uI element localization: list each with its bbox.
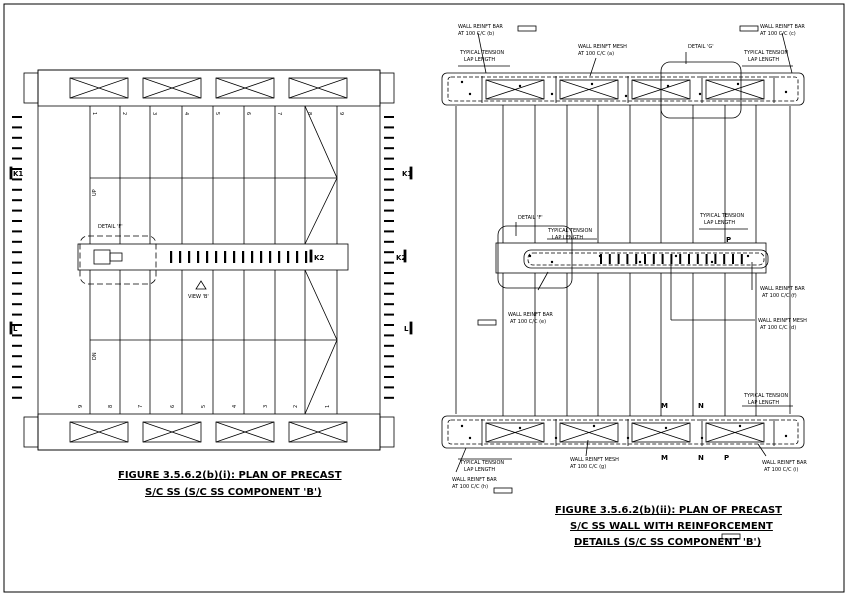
right-side-tick-4 <box>384 147 394 149</box>
rebar-dot-15 <box>593 425 595 427</box>
sheet-border <box>4 4 844 592</box>
right-side-tick-2 <box>384 126 394 128</box>
p-bot: P <box>724 454 730 462</box>
left-side-tick-11 <box>12 220 22 222</box>
left-slot-6 <box>215 251 217 263</box>
left-bottom-landing <box>38 414 380 450</box>
left-side-tick-18 <box>12 293 22 295</box>
rebar-dot-24 <box>639 261 641 263</box>
left-caption-1: FIGURE 3.5.6.2(b)(i): PLAN OF PRECAST <box>118 470 342 481</box>
mesh-g-1: WALL REINFT MESH <box>570 457 619 463</box>
detail-f-circle <box>80 236 156 284</box>
left-side-tick-14 <box>12 251 22 253</box>
bar-e-1: WALL REINFT BAR <box>508 312 553 318</box>
left-k2-label: K2 <box>314 254 325 262</box>
left-tread-number: 8 <box>306 112 312 116</box>
view-marker <box>196 281 206 289</box>
right-slot-4 <box>626 254 628 264</box>
rebar-dot-12 <box>469 437 471 439</box>
left-slot-14 <box>287 251 289 263</box>
left-side-tick-2 <box>12 126 22 128</box>
bar-i-2: AT 100 C/C (i) <box>764 467 799 473</box>
right-slot-7 <box>653 254 655 264</box>
left-slot-12 <box>269 251 271 263</box>
left-side-tick-15 <box>12 262 22 264</box>
left-tread-number: 8 <box>108 404 114 408</box>
left-tread-number: 1 <box>91 112 97 116</box>
rebar-dot-11 <box>461 425 463 427</box>
right-slot-17 <box>741 254 743 264</box>
rebar-dot-3 <box>519 85 521 87</box>
right-side-tick-18 <box>384 293 394 295</box>
right-side-tick-11 <box>384 220 394 222</box>
left-slot-3 <box>188 251 190 263</box>
right-slot-5 <box>635 254 637 264</box>
right-slot-16 <box>732 254 734 264</box>
left-slot-2 <box>179 251 181 263</box>
left-side-tick-13 <box>12 241 22 243</box>
detail-g: DETAIL 'G' <box>688 44 714 50</box>
left-side-tick-25 <box>12 366 22 368</box>
right-slot-10 <box>679 254 681 264</box>
right-caption-1: FIGURE 3.5.6.2(b)(ii): PLAN OF PRECAST <box>555 505 782 516</box>
right-side-tick-1 <box>384 116 394 118</box>
left-slot-15 <box>296 251 298 263</box>
bar-b-top-2: AT 100 C/C (b) <box>458 31 495 37</box>
bar-h-2: AT 100 C/C (h) <box>452 484 489 490</box>
right-slot-3 <box>618 254 620 264</box>
right-top-beam <box>442 73 804 105</box>
bar-b-top-1: WALL REINFT BAR <box>458 24 503 30</box>
left-tread-number: 4 <box>183 112 189 116</box>
tension-ml-1: TYPICAL TENSION <box>548 228 593 234</box>
left-tread-number: 2 <box>293 404 299 408</box>
left-slot-7 <box>224 251 226 263</box>
tension-bl-1: TYPICAL TENSION <box>460 460 505 466</box>
left-tread-number: 3 <box>263 404 269 408</box>
left-slot-10 <box>251 251 253 263</box>
left-k1-right: K1 <box>402 170 413 178</box>
right-slot-8 <box>662 254 664 264</box>
n-top: N <box>698 402 704 410</box>
rebar-dot-1 <box>461 81 463 83</box>
tension-tr-1: TYPICAL TENSION <box>744 50 789 56</box>
left-outline <box>38 70 380 450</box>
detail-f: DETAIL 'F' <box>518 215 543 221</box>
left-tread-number: 3 <box>151 112 157 116</box>
left-side-tick-12 <box>12 230 22 232</box>
bar-f-2: AT 100 C/C (f) <box>762 293 797 299</box>
right-slot-11 <box>688 254 690 264</box>
rebar-dot-21 <box>529 255 531 257</box>
left-slot-4 <box>197 251 199 263</box>
left-tread-number: 2 <box>121 112 127 116</box>
right-side-tick-7 <box>384 178 394 180</box>
left-slot-11 <box>260 251 262 263</box>
left-tread-number: 9 <box>78 404 84 408</box>
left-l-left: L <box>13 325 18 333</box>
left-side-tick-22 <box>12 334 22 336</box>
tension-bl-2: LAP LENGTH <box>464 467 496 473</box>
left-top-landing <box>38 70 380 106</box>
tension-mr-1: TYPICAL TENSION <box>700 213 745 219</box>
left-tread-number: 6 <box>170 404 176 408</box>
left-side-tick-23 <box>12 345 22 347</box>
rebar-dot-14 <box>555 437 557 439</box>
left-side-tick-8 <box>12 189 22 191</box>
right-bottom-beam <box>442 416 804 448</box>
n-bot: N <box>698 454 704 462</box>
left-center-bar <box>78 244 348 270</box>
right-side-tick-15 <box>384 262 394 264</box>
bar-e-2: AT 100 C/C (e) <box>510 319 547 325</box>
left-k1-left: K1 <box>13 170 24 178</box>
left-side-tick-7 <box>12 178 22 180</box>
right-caption-3: DETAILS (S/C SS COMPONENT 'B') <box>574 537 762 548</box>
right-side-tick-12 <box>384 230 394 232</box>
rebar-dot-19 <box>739 425 741 427</box>
right-slot-6 <box>644 254 646 264</box>
right-slot-13 <box>706 254 708 264</box>
right-side-tick-16 <box>384 272 394 274</box>
mesh-g-2: AT 100 C/C (g) <box>570 464 607 470</box>
left-side-tick-20 <box>12 314 22 316</box>
left-side-tick-4 <box>12 147 22 149</box>
tension-br-1: TYPICAL TENSION <box>744 393 789 399</box>
rebar-dot-22 <box>551 261 553 263</box>
right-side-tick-20 <box>384 314 394 316</box>
rebar-dot-26 <box>711 261 713 263</box>
left-tread-number: 7 <box>276 112 282 116</box>
rebar-dot-13 <box>519 427 521 429</box>
left-dn-label: DN <box>92 352 98 360</box>
left-side-tick-10 <box>12 210 22 212</box>
left-view-label: VIEW 'B' <box>188 294 209 300</box>
left-figure <box>10 70 412 450</box>
tension-tl-2: LAP LENGTH <box>464 57 496 63</box>
rebar-dot-4 <box>551 93 553 95</box>
right-side-tick-21 <box>384 324 394 326</box>
rebar-dot-6 <box>625 95 627 97</box>
p-top: P <box>726 236 732 244</box>
left-side-tick-28 <box>12 397 22 399</box>
right-side-tick-13 <box>384 241 394 243</box>
left-tread-number: 7 <box>138 404 144 408</box>
tension-br-2: LAP LENGTH <box>748 400 780 406</box>
tension-tr-2: LAP LENGTH <box>748 57 780 63</box>
right-slot-15 <box>723 254 725 264</box>
left-tread-number: 5 <box>214 112 220 116</box>
right-side-tick-22 <box>384 334 394 336</box>
left-caption-2: S/C SS (S/C SS COMPONENT 'B') <box>145 487 322 498</box>
left-tread-number: 6 <box>245 112 251 116</box>
right-middle-bar <box>496 243 766 273</box>
mesh-a-2: AT 100 C/C (a) <box>578 51 615 57</box>
left-side-tick-19 <box>12 303 22 305</box>
left-side-tick-26 <box>12 376 22 378</box>
rebar-dot-27 <box>747 255 749 257</box>
right-side-tick-6 <box>384 168 394 170</box>
tension-tl-1: TYPICAL TENSION <box>460 50 505 56</box>
right-side-tick-3 <box>384 137 394 139</box>
left-slot-5 <box>206 251 208 263</box>
rebar-dot-7 <box>667 85 669 87</box>
right-side-tick-10 <box>384 210 394 212</box>
bar-c-top-2: AT 100 C/C (c) <box>760 31 796 37</box>
m-top: M <box>661 402 668 410</box>
left-side-tick-27 <box>12 386 22 388</box>
right-slot-14 <box>714 254 716 264</box>
left-tread-number: 9 <box>338 112 344 116</box>
right-side-tick-28 <box>384 397 394 399</box>
left-tread-number: 5 <box>201 404 207 408</box>
left-side-tick-24 <box>12 355 22 357</box>
rebar-dot-8 <box>699 93 701 95</box>
rebar-dot-25 <box>675 255 677 257</box>
rebar-dot-17 <box>665 427 667 429</box>
tension-ml-2: LAP LENGTH <box>552 235 584 241</box>
right-side-tick-26 <box>384 376 394 378</box>
rebar-dot-23 <box>599 255 601 257</box>
right-side-tick-5 <box>384 158 394 160</box>
left-side-tick-3 <box>12 137 22 139</box>
rebar-dot-20 <box>785 435 787 437</box>
left-slot-1 <box>170 251 172 263</box>
bar-c-top-1: WALL REINFT BAR <box>760 24 805 30</box>
right-side-tick-23 <box>384 345 394 347</box>
left-slot-8 <box>233 251 235 263</box>
right-side-tick-24 <box>384 355 394 357</box>
left-side-tick-5 <box>12 158 22 160</box>
left-k2-right: K2 <box>396 254 407 262</box>
mesh-d-2: AT 100 C/C (d) <box>760 325 797 331</box>
left-l-right: L <box>404 325 409 333</box>
mesh-d-1: WALL REINFT MESH <box>758 318 807 324</box>
rebar-dot-2 <box>469 93 471 95</box>
tension-mr-2: LAP LENGTH <box>704 220 736 226</box>
detail-g-bubble <box>661 62 741 118</box>
left-side-tick-9 <box>12 199 22 201</box>
left-up-label: UP <box>92 189 98 196</box>
right-caption-2: S/C SS WALL WITH REINFORCEMENT <box>570 521 773 532</box>
left-detail-label: DETAIL 'F' <box>98 224 123 230</box>
left-slot-9 <box>242 251 244 263</box>
left-tread-number: 1 <box>325 404 331 408</box>
left-slot-13 <box>278 251 280 263</box>
mesh-a-1: WALL REINFT MESH <box>578 44 627 50</box>
right-side-tick-27 <box>384 386 394 388</box>
right-side-tick-9 <box>384 199 394 201</box>
left-side-tick-16 <box>12 272 22 274</box>
bar-i-1: WALL REINFT BAR <box>762 460 807 466</box>
rebar-dot-9 <box>737 83 739 85</box>
bar-f-1: WALL REINFT BAR <box>760 286 805 292</box>
right-side-tick-25 <box>384 366 394 368</box>
rebar-dot-10 <box>785 91 787 93</box>
right-side-tick-17 <box>384 282 394 284</box>
m-bot: M <box>661 454 668 462</box>
left-side-tick-17 <box>12 282 22 284</box>
right-slot-2 <box>609 254 611 264</box>
rebar-dot-16 <box>627 437 629 439</box>
bar-h-1: WALL REINFT BAR <box>452 477 497 483</box>
left-side-tick-1 <box>12 116 22 118</box>
rebar-dot-18 <box>701 437 703 439</box>
right-side-tick-19 <box>384 303 394 305</box>
left-tread-number: 4 <box>232 404 238 408</box>
right-side-tick-8 <box>384 189 394 191</box>
right-slot-12 <box>697 254 699 264</box>
right-side-tick-14 <box>384 251 394 253</box>
left-slot-16 <box>305 251 307 263</box>
rebar-dot-5 <box>591 83 593 85</box>
